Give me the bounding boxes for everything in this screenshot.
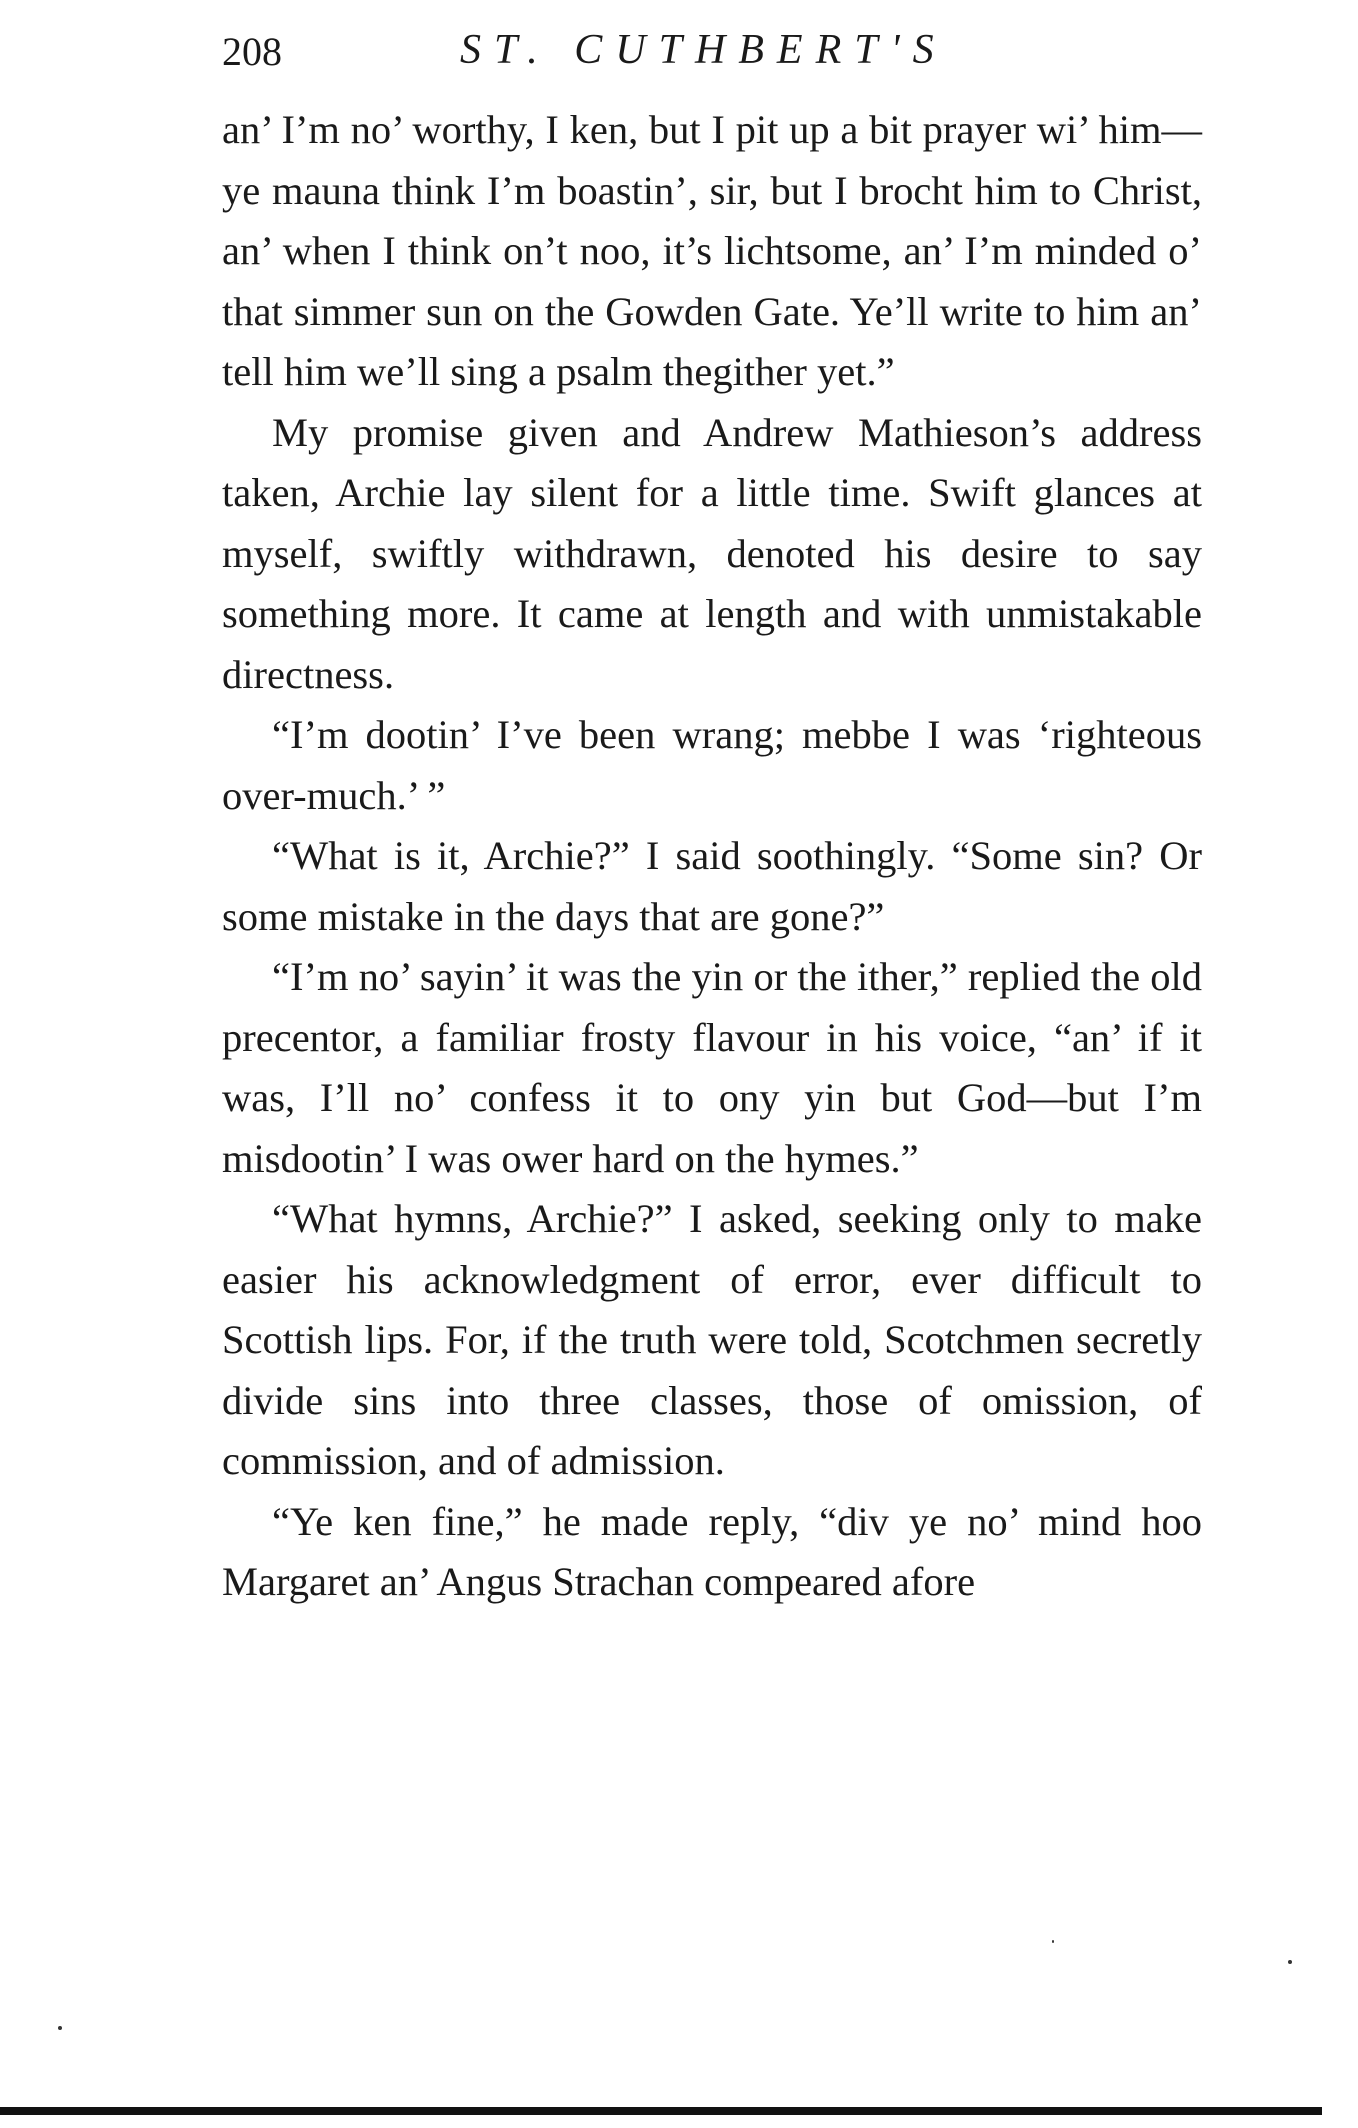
scan-speck bbox=[1288, 1960, 1292, 1964]
scan-speck bbox=[58, 2026, 62, 2030]
paragraph: “I’m no’ sayin’ it was the yin or the ither,” replied the old precentor, a familiar frosty flavour in his voice, “an’ if it was, I’ll no’ confess it to ony yin but God—but I’m misdootin’ I was ower hard on the hymes.” bbox=[222, 954, 1202, 1181]
bottom-rule bbox=[0, 2107, 1322, 2115]
running-head bbox=[222, 22, 1202, 82]
book-title: ST. CUTHBERT'S bbox=[460, 27, 947, 73]
paragraph: “What is it, Archie?” I said soothingly. “Some sin? Or some mistake in the days that are gone?” bbox=[222, 833, 1202, 939]
scan-speck bbox=[1052, 1940, 1054, 1943]
paragraph: “I’m dootin’ I’ve been wrang; mebbe I was ‘righteous over-much.’ ” bbox=[222, 712, 1202, 818]
paragraph: an’ I’m no’ worthy, I ken, but I pit up a bit prayer wi’ him—ye mauna think I’m boastin’, sir, but I brocht him to Christ, an’ when I think on’t noo, it’s lichtsome, an’ I’m minded o’ that simmer sun on the Gowden Gate. Ye’ll write to him an’ tell him we’ll sing a psalm thegither yet.” bbox=[222, 107, 1202, 394]
body-text bbox=[222, 100, 1202, 1613]
page-number: 208 bbox=[222, 29, 282, 74]
paragraph: “Ye ken fine,” he made reply, “div ye no’ mind hoo Margaret an’ Angus Strachan compeared afore bbox=[222, 1498, 1202, 1604]
paragraph: “What hymns, Archie?” I asked, seeking only to make easier his acknowledgment of error, ever difficult to Scottish lips. For, if the truth were told, Scotchmen secretly divide sins into three classes, those of omission, of commission, and of admission. bbox=[222, 1196, 1202, 1483]
paragraph: My promise given and Andrew Mathieson’s address taken, Archie lay silent for a little time. Swift glances at myself, swiftly withdrawn, denoted his desire to say something more. It came at length and with unmistakable directness. bbox=[222, 409, 1202, 697]
